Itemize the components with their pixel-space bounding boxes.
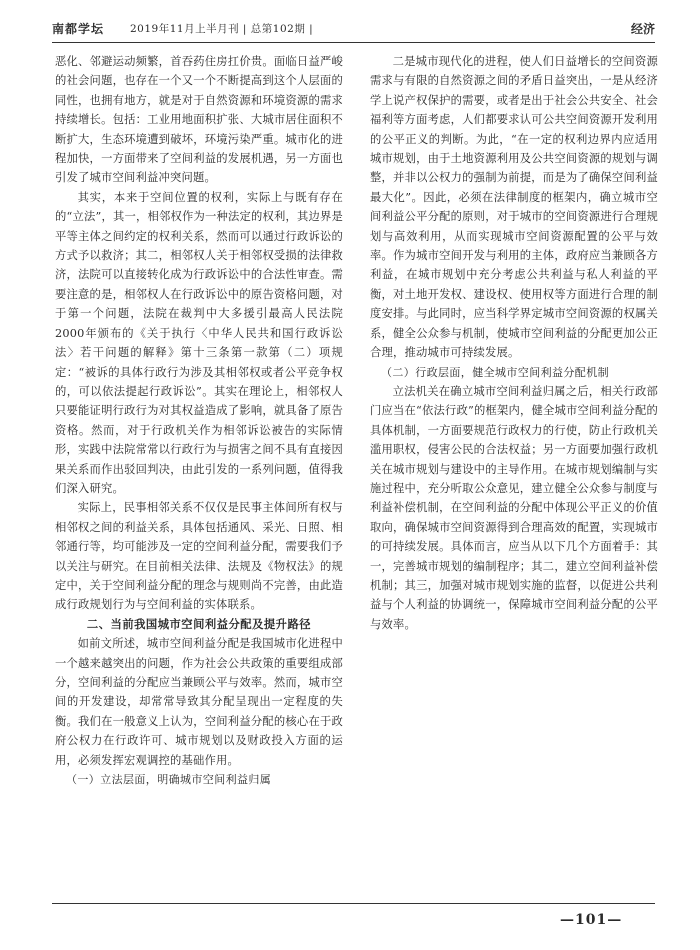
running-header bbox=[52, 20, 655, 40]
section-heading-2: 二、当前我国城市空间利益分配及提升路径 bbox=[86, 616, 312, 631]
left-paragraph-1: 恶化、邻避运动频繁，首吞药住房扛价贵。面临日益严峻的社会问题，也存在一个又一个不断提高到这个人层面的同性，也拥有地方，就是对于自然资源和环境资源的需求持续增长。包括：工业用地面积扩张、大城市居住面积不断扩大，生态环境遭到破坏，环境污染严重。城市化的进程加快，一方面带来了空间利益的发展机遇，另一方面也引发了城市空间利益冲突问题。 bbox=[55, 55, 343, 185]
footer-rule bbox=[52, 903, 655, 904]
left-paragraph-3: 实际上，民事相邻关系不仅仅是民事主体间所有权与相邻权之间的利益关系，具体包括通风、采光、日照、相邻通行等，均可能涉及一定的空间利益分配，需要我们予以关注与研究。在目前相关法律、法规及《物权法》的规定中，关于空间利益分配的理念与规则尚不完善，由此造成行政规划行为与空间利益的实体联系。 bbox=[55, 501, 343, 612]
left-paragraph-2: 其实，本来于空间位置的权利，实际上与既有存在的“立法”，其一，相邻权作为一种法定的权利，其边界是平等主体之间约定的权利关系，然而可以通过行政诉讼的方式予以救济；其二，相邻权人关于相邻权受损的法律救济，法院可以直接转化成为行政诉讼中的合法性审查。需要注意的是，相邻权人在行政诉讼中的原告资格问题，对于第一个问题，法院在裁判中大多援引最高人民法院2000年颁布的《关于执行〈中华人民共和国行政诉讼法〉若干问题的解释》第十三条第一款第（二）项规定：“被诉的具体行政行为涉及其相邻权或者公平竞争权的，可以依法提起行政诉讼”。其实在理论上，相邻权人只要能证明行政行为对其权益造成了影响，就具备了原告资格。然而，对于行政机关作为相邻诉讼被告的实际情形，实践中法院常常以行政行为与损害之间不具有直接因果关系而作出驳回判决，由此引发的一系列问题，值得我们深入研究。 bbox=[55, 190, 343, 495]
page-number: —101— bbox=[560, 912, 623, 928]
header-rule bbox=[52, 42, 655, 43]
right-column bbox=[370, 52, 658, 894]
right-paragraph-1: 二是城市现代化的进程，使人们日益增长的空间资源需求与有限的自然资源之间的矛盾日益突出，一是从经济学上说产权保护的需要，或者是出于社会公共安全、社会福利等方面考虑，人们都要求认可公共空间资源开发利用的公平正义的判断。为此，“在一定的权利边界内应适用城市规划，由于土地资源利用及公共空间资源的规划与调整，并非以公权力的强制为前提，而是为了确保空间利益最大化”。因此，必须在法律制度的框架内，确立城市空间利益公平分配的原则，对于城市的空间资源进行合理规划与高效利用，从而实现城市空间资源配置的公平与效率。作为城市空间开发与利用的主体，政府应当兼顾各方利益，在城市规划中充分考虑公共利益与私人利益的平衡，对土地开发权、建设权、使用权等方面进行合理的制度安排。与此同时，应当科学界定城市空间资源的权属关系，健全公众参与机制，使城市空间利益的分配更加公正合理，推动城市可持续发展。 bbox=[370, 55, 658, 360]
left-column bbox=[55, 52, 343, 894]
section-name: 经济 bbox=[630, 22, 655, 36]
left-paragraph-4: 如前文所述，城市空间利益分配是我国城市化进程中一个越来越突出的问题，作为社会公共政策的重要组成部分，空间利益的分配应当兼顾公平与效率。然而，城市空间的开发建设，却常常导致其分配呈现出一定程度的失衡。我们在一般意义上认为，空间利益分配的核心在于政府公权力在行政许可、城市规划以及财政投入方面的运用，必须发挥宏观调控的基础作用。 bbox=[55, 637, 343, 767]
right-paragraph-2: 立法机关在确立城市空间利益归属之后，相关行政部门应当在“依法行政”的框架内，健全城市空间利益分配的具体机制，一方面要规范行政权力的行使，防止行政机关滥用职权，侵害公民的合法权益；另一方面要加强行政机关在城市规划与建设中的主导作用。在城市规划编制与实施过程中，充分听取公众意见，建立健全公众参与制度与利益补偿机制，在空间利益的分配中体现公平正义的价值取向，确保城市空间资源得到合理高效的配置，实现城市的可持续发展。具体而言，应当从以下几个方面着手：其一，完善城市规划的编制程序；其二，建立空间利益补偿机制；其三，加强对城市规划实施的监督，以促进公共利益与个人利益的协调统一，保障城市空间利益分配的公平与效率。 bbox=[370, 384, 658, 631]
subsection-heading-2: （二）行政层面，健全城市空间利益分配机制 bbox=[381, 365, 609, 379]
subsection-heading-1: （一）立法层面，明确城市空间利益归属 bbox=[66, 773, 272, 787]
journal-name: 南都学坛 bbox=[52, 22, 105, 36]
issue-info: 2019年11月上半月刊 | 总第102期 | bbox=[130, 23, 314, 35]
